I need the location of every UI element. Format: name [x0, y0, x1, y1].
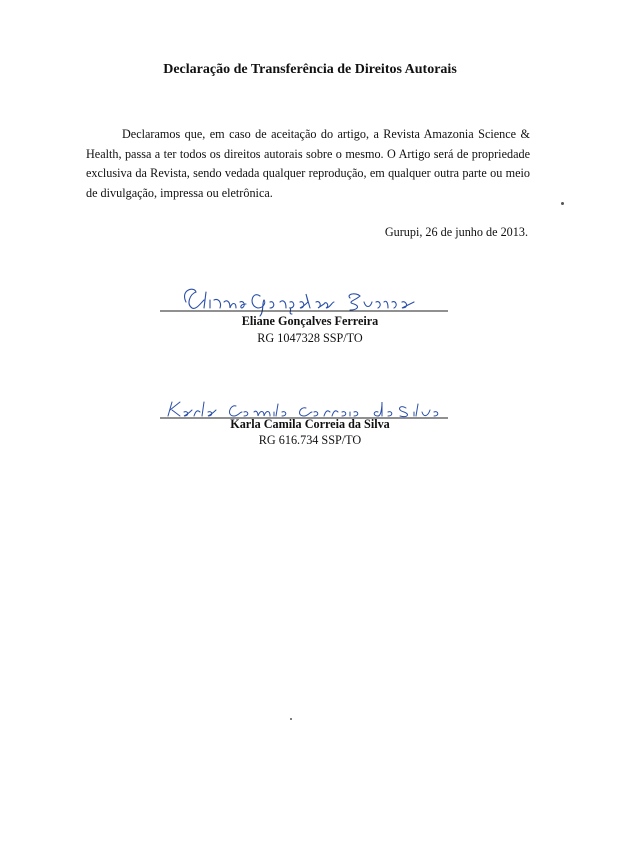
signature-block-1 [160, 280, 460, 350]
date-line: Gurupi, 26 de junho de 2013. [384, 225, 528, 239]
signatory-rg-2: RG 616.734 SSP/TO [258, 433, 362, 447]
scan-speck [290, 718, 292, 720]
document-title: Declaração de Transferência de Direitos Autorais [163, 62, 457, 77]
declaration-paragraph: Declaramos que, em caso de aceitação do artigo, a Revista Amazonia Science & Health, passa a ter todos os direitos autorais sobre o mesmo. O Artigo será de propriedade exclusiva da Revista, sendo vedada qualquer reprodução, em qualquer outra parte ou meio de divulgação, impressa ou eletrônica. [86, 127, 530, 200]
scan-speck [561, 202, 564, 205]
signature-block-2 [160, 392, 460, 462]
signatory-name-2: Karla Camila Correia da Silva [230, 417, 390, 431]
signatory-name-1: Eliane Gonçalves Ferreira [241, 314, 379, 328]
signatory-rg-1: RG 1047328 SSP/TO [257, 331, 363, 345]
